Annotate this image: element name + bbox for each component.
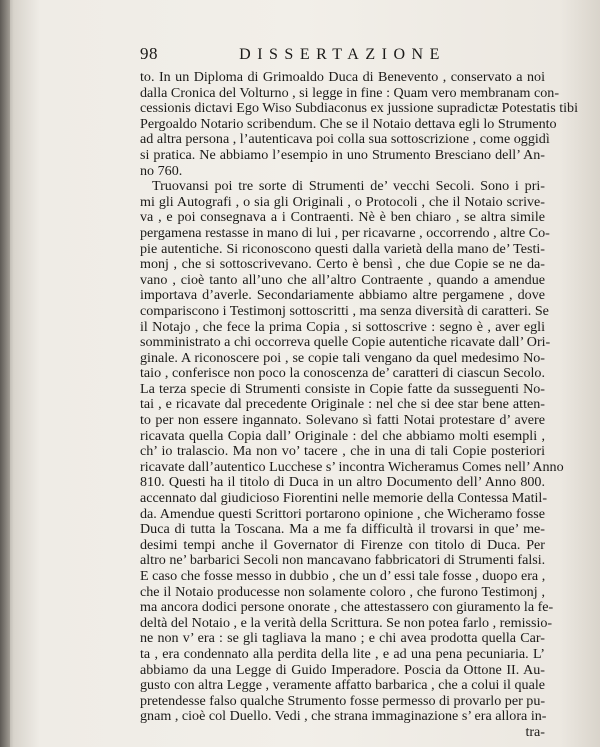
page-number: 98 (140, 44, 158, 63)
text-line: importava d’averle. Secondariamente abbiamo altre pergamene , dove (140, 287, 545, 304)
text-line: tai , e ricavate dal precedente Originale : nel che si dee star bene atten- (140, 396, 545, 413)
text-line: ch’ io tralascio. Ma non vo’ tacere , che in una di tali Copie posteriori (140, 443, 545, 460)
text-line: La terza specie di Strumenti consiste in Copie fatte da susseguenti No- (140, 380, 545, 397)
text-line: ricavate dall’autentico Lucchese s’ incontra Wicheramus Comes nell’ Anno (140, 458, 564, 475)
text-block (140, 44, 579, 741)
text-line: va , e poi consegnava a i Contraenti. Nè è ben chiaro , se altra simile (140, 209, 545, 226)
text-line: si pratica. Ne abbiamo l’esempio in uno Strumento Bresciano dell’ An- (140, 146, 545, 163)
text-line: cessionis dictavi Ego Wiso Subdiaconus ex jussione supradictæ Potestatis tibi (140, 100, 579, 117)
text-line: che il Notaio producesse non solamente coloro , che furono Testimonj , (140, 583, 545, 600)
text-line: Duca di tutta la Toscana. Ma a me fa difficultà il trovarsi in que’ me- (140, 521, 545, 538)
text-line: ricavata quella Copia dall’ Originale : del che abbiamo molti esempli , (140, 427, 545, 444)
text-line: somministrato a chi occorreva quelle Copie autentiche ricavate dall’ Ori- (140, 334, 551, 351)
text-line: da. Amendue questi Scrittori portarono opinione , che Wicheramo fosse (140, 505, 545, 522)
text-line: taio , conferisce non poco la conoscenza de’ caratteri di ciascun Secolo. (140, 365, 545, 382)
paragraph (140, 69, 579, 179)
text-line: ginale. A riconoscere poi , se copie tali vengano da quel medesimo No- (140, 349, 545, 366)
text-line: mi gli Autografi , o sia gli Originali , o Protocoli , che il Notaio scrive- (140, 193, 545, 210)
text-line: to per non essere ingannato. Solevano sì fatti Notai protestare d’ avere (140, 412, 545, 429)
text-line: no 760. (140, 162, 183, 179)
text-line: ma ancora dodici persone onorate , che attestassero con giuramento la fe- (140, 599, 554, 616)
text-line: monj , che si sottoscrivevano. Certo è bensì , che due Copie se ne da- (140, 256, 545, 273)
text-line: pie autentiche. Si riconoscono questi dalla varietà della mano de’ Testi- (140, 240, 545, 257)
text-line: abbiamo da una Legge di Guido Imperadore. Poscia da Ottone II. Au- (140, 661, 545, 678)
paragraph (140, 178, 564, 725)
body-text (140, 69, 579, 725)
text-line: ad altra persona , l’autenticava poi colla sua sottoscrizione , come oggidì (140, 131, 550, 148)
running-head (140, 46, 545, 68)
text-line: accennato dal giudicioso Fiorentini nelle memorie della Contessa Matil- (140, 490, 548, 507)
text-line: vano , cioè tanto all’uno che all’altro Contraente , quando a amendue (140, 271, 545, 288)
catchword: tra- (525, 723, 545, 740)
text-line: dalla Cronica del Volturno , si legge in fine : Quam vero membranam con- (140, 84, 560, 101)
text-line: gnam , cioè col Duello. Vedi , che strana immaginazione s’ era allora in- (140, 708, 547, 725)
text-line: pretendesse falso qualche Strumento fosse permesso di provarlo per pu- (140, 692, 546, 709)
text-line: pergamena restasse in mano di lui , per ricavarne , occorrendo , altre Co- (140, 224, 550, 241)
binding-gutter (0, 0, 10, 747)
text-line: Truovansi poi tre sorte di Strumenti de’ vecchi Secoli. Sono i pri- (152, 178, 545, 195)
text-line: desimi tempi anche il Governator di Firenze con titolo di Duca. Per (140, 536, 545, 553)
text-line: gusto con altra Legge , veramente affatto barbarica , che a colui il quale (140, 677, 545, 694)
text-line: to. In un Diploma di Grimoaldo Duca di Benevento , conservato a noi (140, 69, 545, 85)
text-line: 810. Questi ha il titolo di Duca in un altro Documento dell’ Anno 800. (140, 474, 545, 491)
text-line: ne non v’ era : se gli tagliava la mano ; e chi avea prodotta quella Car- (140, 630, 545, 647)
text-line: altro ne’ barbarici Secoli non mancavano fabbricatori di Strumenti falsi. (140, 552, 546, 569)
text-line: compariscono i Testimonj sottoscritti , ma senza diversità di caratteri. Se (140, 302, 549, 319)
text-line: deltà del Notaio , e la verità della Scrittura. Se non potea farlo , remissio- (140, 614, 553, 631)
text-line: E caso che fosse messo in dubbio , che un d’ essi tale fosse , duopo era , (140, 568, 546, 584)
text-line: ta , era condennato alla perdita della lite , e ad una pena pecuniaria. L’ (140, 645, 545, 662)
text-line: Pergoaldo Notario scribendum. Che se il Notaio dettava egli lo Strumento (140, 115, 557, 132)
text-line: il Notajo , che fece la prima Copia , si sottoscrive : segno è , aver egli (140, 318, 545, 335)
running-title: DISSERTAZIONE (239, 46, 446, 63)
